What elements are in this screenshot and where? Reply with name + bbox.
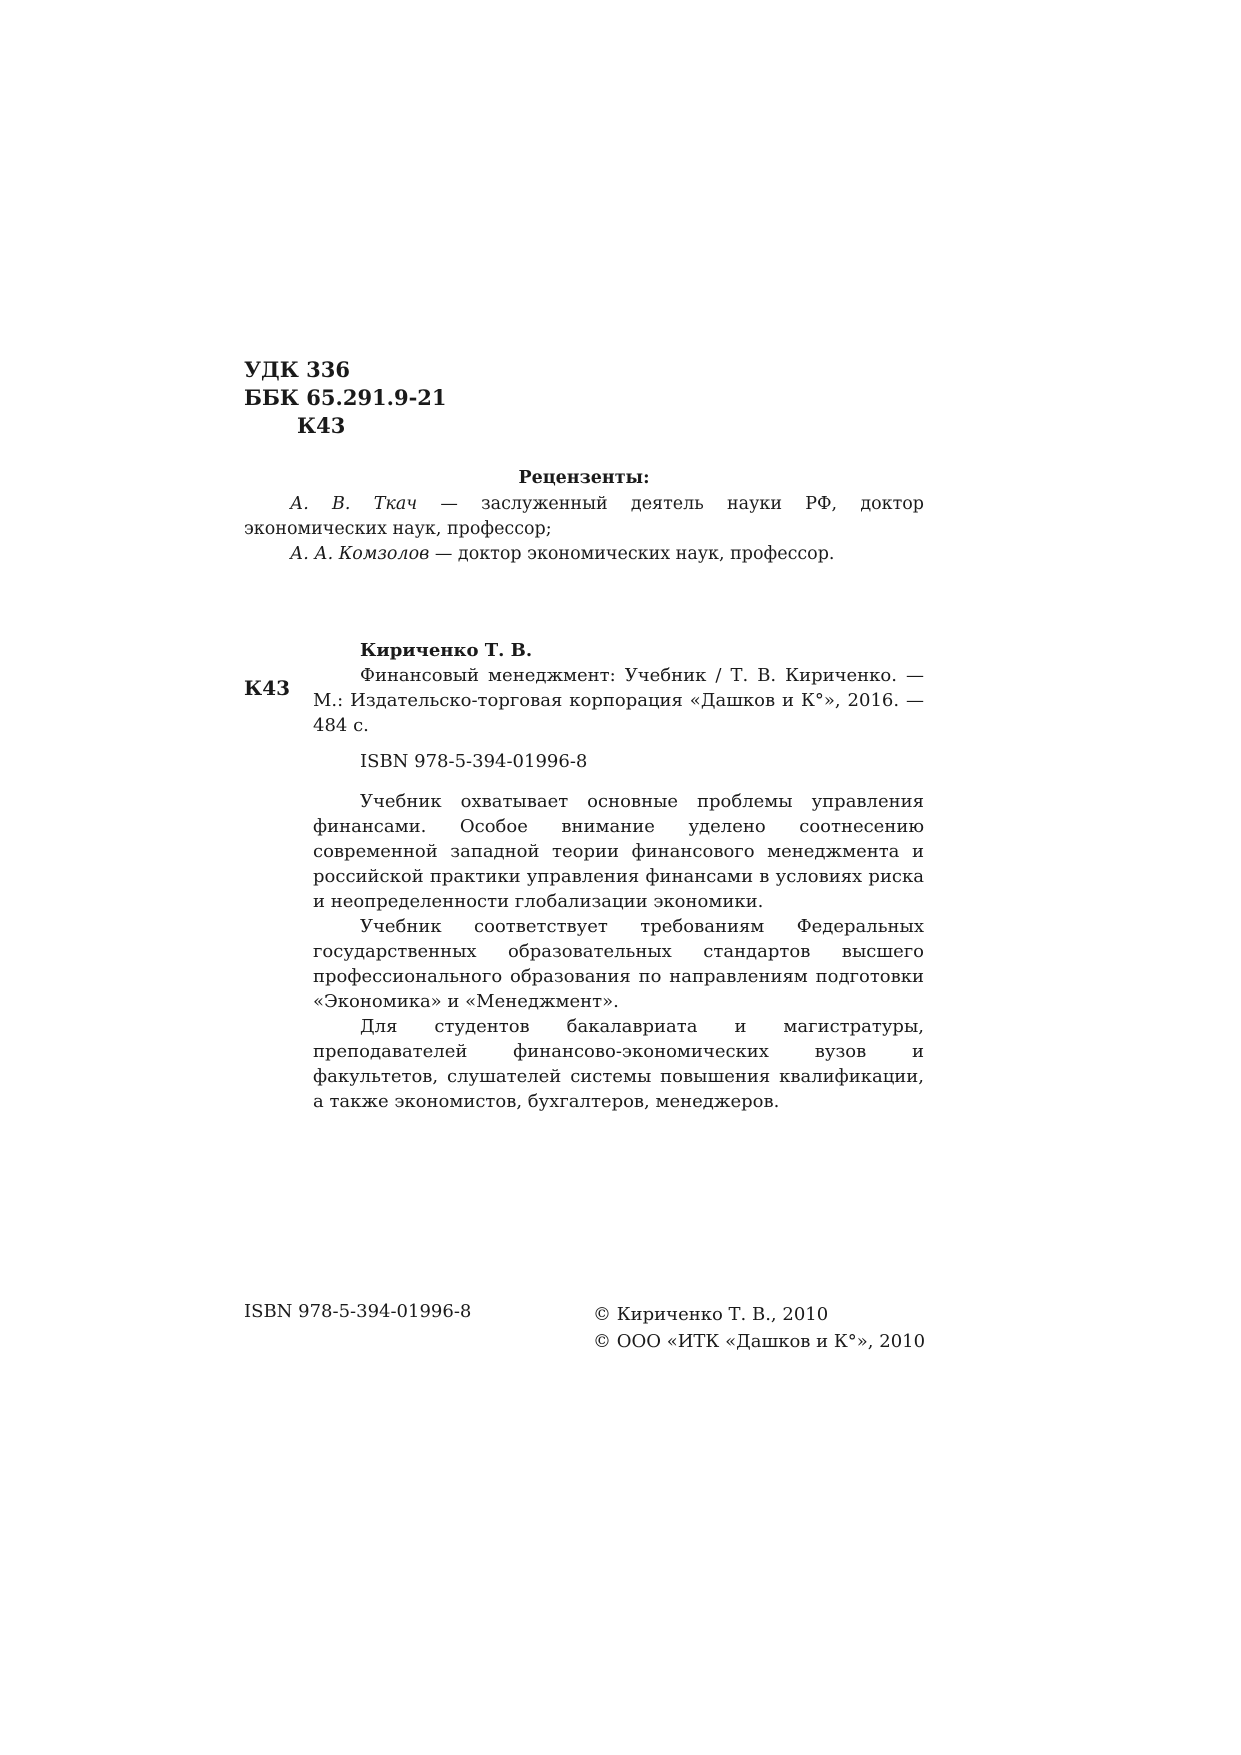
reviewer-entry [244,492,924,542]
author-mark: К43 [297,413,346,438]
copyright-line: © Кириченко Т. В., 2010 [593,1304,829,1325]
udk-code: УДК 336 [244,357,350,382]
bbk-code: ББК 65.291.9-21 [244,385,447,410]
record-author: Кириченко Т. В. [360,640,533,661]
record-isbn: ISBN 978-5-394-01996-8 [360,751,588,772]
reviewers-title: Рецензенты: [518,468,650,488]
reviewers-section [244,466,924,567]
bibliographic-record [313,638,924,1114]
author-mark-left: К43 [244,676,291,700]
copyright-line: © ООО «ИТК «Дашков и К°», 2010 [593,1331,926,1352]
annotation-paragraph: Учебник охватывает основные проблемы управления финансами. Особое внимание уделено соотнесению современной западной теории финансового менеджмента и российской практики управления финансами в условиях риска и неопределенности глобализации экономики. [313,791,924,912]
record-title: Финансовый менеджмент: Учебник / Т. В. Кириченко. — М.: Издательско-торговая корпорация «Дашков и К°», 2016. — 484 с. [313,665,924,736]
annotation-paragraph: Учебник соответствует требованиям Федеральных государственных образовательных стандартов высшего профессионального образования по направлениям подготовки «Экономика» и «Менеджмент». [313,916,924,1012]
reviewer-name: А. В. Ткач [290,494,418,514]
classification-codes [244,356,447,440]
annotation [313,789,924,1114]
reviewer-description: — доктор экономических наук, профессор. [429,544,835,564]
annotation-paragraph: Для студентов бакалавриата и магистратуры, преподавателей финансово-экономических вузов и факультетов, слушателей системы повышения квалификации, а также экономистов, бухгалтеров, менеджеров. [313,1016,924,1112]
reviewer-description: — заслуженный деятель науки РФ, доктор экономических наук, профессор; [244,494,925,539]
copyright-block [593,1301,925,1355]
reviewer-name: А. А. Комзолов [290,544,430,564]
footer-isbn: ISBN 978-5-394-01996-8 [244,1301,472,1322]
reviewer-entry [244,542,924,567]
